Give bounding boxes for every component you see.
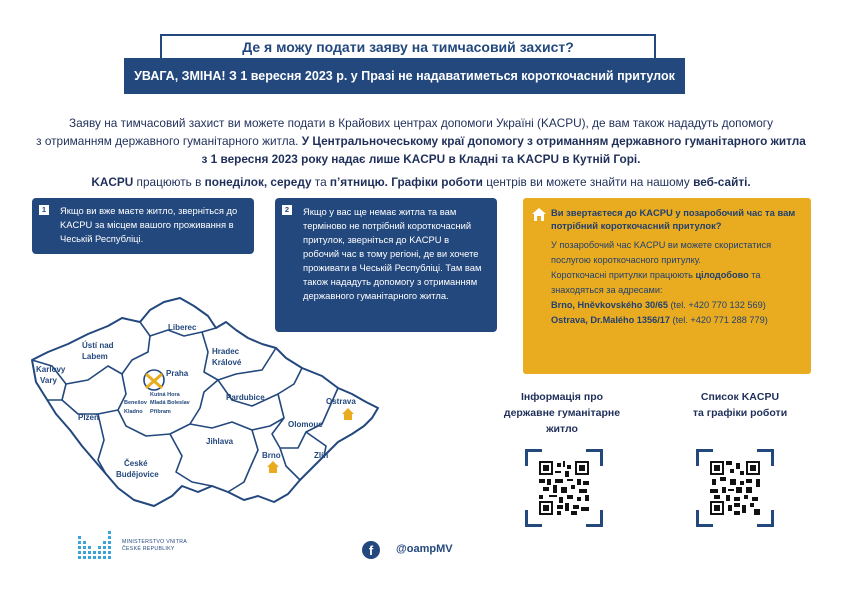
map-label-karlovy-2: Vary [40, 376, 57, 385]
map-label-brno: Brno [262, 451, 281, 460]
shelter-info-box [523, 198, 811, 374]
qr-code-housing[interactable] [525, 449, 603, 527]
intro-line-2a: з отриманням державного гуманітарного житла. [36, 134, 302, 148]
shelter-heading: Ви звертаєтеся до KACPU у позаробочий час та вам потрібний короткочасний притулок? [551, 207, 796, 231]
map-label-hradec-1: Hradec [212, 347, 240, 356]
map-label-olomouc: Olomouc [288, 420, 323, 429]
map-label-liberec: Liberec [168, 323, 197, 332]
info-card-1 [32, 198, 254, 254]
prague-marker [144, 370, 164, 390]
working-days-line [20, 175, 822, 189]
ministry-name [122, 539, 187, 553]
days-mon-wed: понеділок, середу [204, 175, 312, 189]
map-label-zlin: Zlín [314, 451, 329, 460]
card-text-1: Якщо ви вже маєте житло, зверніться до KACPU за місцем вашого проживання в Чеській Республіці. [60, 205, 238, 244]
map-label-pardubice: Pardubice [226, 393, 265, 402]
card-text-2: Якщо у вас ще немає житла та вам терміново не потрібний короткочасний притулок, зверніться до KACPU в робочий час в тому регіоні, де ви хочете проживати в Чеській Республіці. Там вам також нададуть допомогу з отриманням державного гуманітарного житла. [303, 206, 482, 301]
map-label-kladno: Kladno [124, 409, 143, 415]
qr-title-housing [502, 389, 622, 437]
card-number-1: 1 [39, 205, 49, 215]
ministry-logo [78, 530, 118, 560]
qr-pattern-2 [710, 461, 760, 515]
ministry-line-2: ČESKÉ REPUBLIKY [122, 546, 175, 552]
qr2-line1: Список KACPU [700, 391, 780, 403]
qr-pattern-1 [539, 461, 589, 515]
days-text-3: центрів ви можете знайти на нашому [482, 175, 694, 189]
shelter-ostrava [551, 313, 797, 328]
map-label-ceske-2: Budějovice [116, 470, 159, 479]
card-number-2: 2 [282, 205, 292, 215]
ostrava-address: Ostrava, Dr.Malého 1356/17 [551, 315, 670, 325]
social-handle[interactable]: @oampMV [396, 543, 453, 555]
map-label-mlada-boleslav: Mladá Boleslav [150, 400, 190, 406]
map-label-praha: Praha [166, 369, 189, 378]
intro-line-3 [20, 150, 822, 168]
brno-phone: (tel. +420 770 132 569) [667, 300, 766, 310]
days-kacpu: KACPU [91, 175, 134, 189]
page-title: Де я можу подати заяву на тимчасовий захист? [160, 34, 656, 60]
shelter-brno [551, 298, 797, 313]
map-label-plzen: Plzeň [78, 413, 99, 422]
intro-paragraph [20, 114, 822, 168]
days-friday-schedule: п’ятницю. Графіки роботи [329, 175, 483, 189]
czech-regions-map [22, 296, 394, 510]
map-label-kutna-hora: Kutná Hora [150, 392, 180, 398]
facebook-icon[interactable]: f [362, 541, 380, 559]
shelter-line-2 [551, 268, 797, 298]
map-label-jihlava: Jihlava [206, 437, 234, 446]
qr2-line2: та графіки роботи [692, 407, 788, 419]
map-label-ceske-1: České [124, 459, 148, 468]
map-label-pribram: Příbram [150, 409, 171, 415]
intro-line-3-text: з 1 вересня 2023 року надає лише KACPU в Кладні та KACPU в Кутній Горі. [201, 152, 641, 166]
qr-title-kacpu-list [680, 389, 800, 421]
map-label-benesov: Benešov [124, 400, 147, 406]
map-label-hradec-2: Králové [212, 358, 242, 367]
intro-line-2b: У Центральночеському краї допомогу з отриманням державного гуманітарного житла [301, 134, 806, 148]
qr1-line1: Інформація про [520, 391, 604, 403]
shelter-line-2b: цілодобово [695, 270, 749, 280]
brno-address: Brno, Hněvkovského 30/65 [551, 300, 668, 310]
shelter-line-1: У позаробочий час KACPU ви можете скористатися послугою короткочасного притулку. [551, 240, 772, 265]
qr1-line2: державне гуманітарне [503, 407, 621, 419]
shelter-line-2a: Короткочасні притулки працюють [551, 270, 696, 280]
ministry-line-1: MINISTERSTVO VNITRA [122, 539, 188, 545]
intro-line-1: Заяву на тимчасовий захист ви можете подати в Крайових центрах допомоги Україні (KACPU), де вам також нададуть допомогу [68, 116, 774, 130]
ostrava-phone: (tel. +420 771 288 779) [670, 315, 768, 325]
shelter-line-2c: та знаходяться за адресами: [551, 270, 761, 295]
map-label-usti-1: Ústí nad [82, 341, 114, 350]
days-text-1: працюють в [133, 175, 205, 189]
qr-code-kacpu-list[interactable] [696, 449, 774, 527]
shelter-house-icon [531, 206, 547, 222]
map-label-ostrava: Ostrava [326, 397, 356, 406]
website-link[interactable]: веб-сайті. [693, 175, 751, 189]
days-text-2: та [311, 175, 330, 189]
intro-line-2 [20, 132, 822, 150]
change-notice-banner: УВАГА, ЗМІНА! З 1 вересня 2023 р. у Празі не надаватиметься короткочасний притулок [124, 58, 685, 94]
map-label-karlovy-1: Karlovy [36, 365, 66, 374]
qr1-line3: житло [546, 423, 578, 435]
map-label-usti-2: Labem [82, 352, 108, 361]
